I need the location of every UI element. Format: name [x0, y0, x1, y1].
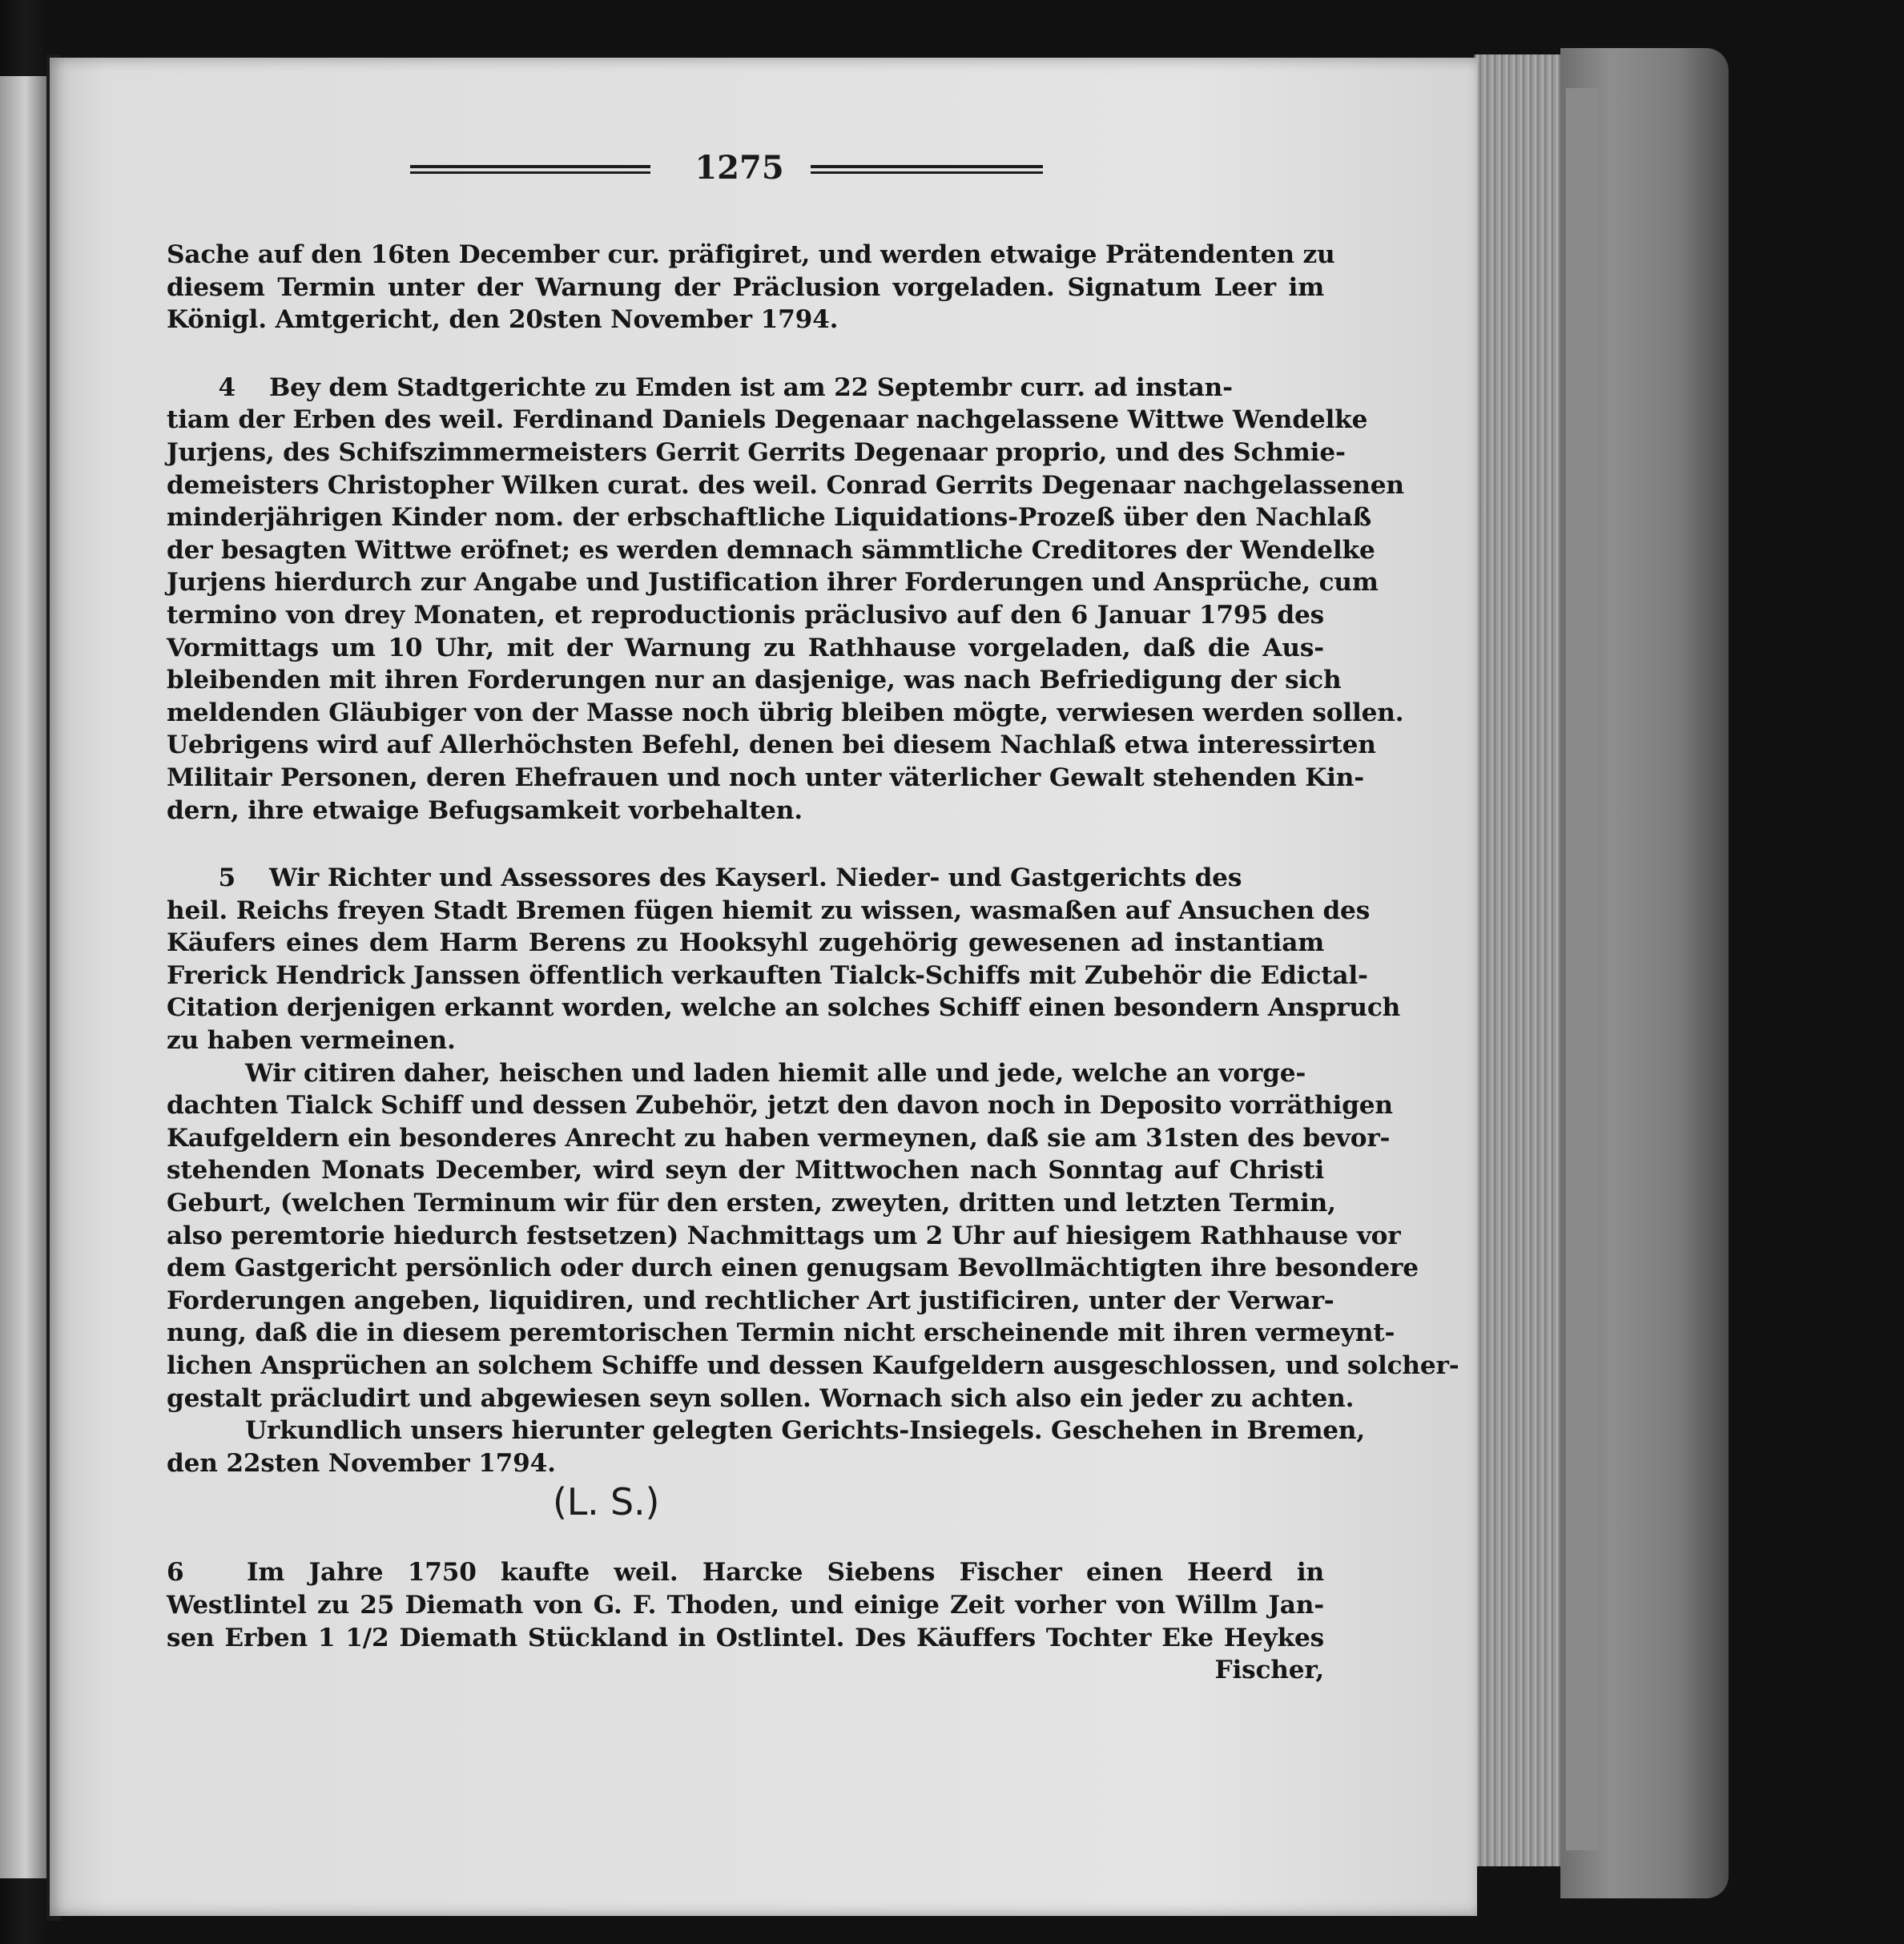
- text-line: der besagten Wittwe eröfnet; es werden demnach sämmtliche Creditores der Wendelke: [167, 535, 1375, 565]
- page-fore-edge: [1474, 54, 1562, 1866]
- seal-mark: (L. S.): [553, 1480, 660, 1524]
- text-line: Sache auf den 16ten December cur. präfigiret, und werden etwaige Prätendenten zu: [167, 240, 1335, 269]
- text-line: bleibenden mit ihren Forderungen nur an dasjenige, was nach Befriedigung der sich: [167, 666, 1342, 695]
- text-line: Uebrigens wird auf Allerhöchsten Befehl, denen bei diesem Nachlaß etwa interessirten: [167, 731, 1376, 760]
- text-line: dachten Tialck Schiff und dessen Zubehör, jetzt den davon noch in Deposito vorräthigen: [167, 1091, 1393, 1121]
- text-line: sen Erben 1 1/2 Diemath Stückland in Ostlintel. Des Käuffers Tochter Eke Heykes: [167, 1623, 1324, 1652]
- paragraph-gap: [167, 827, 1324, 862]
- paragraph-5c-first-line: [167, 1415, 1366, 1447]
- paragraph-5-first-line: [167, 862, 1324, 895]
- text-line: Frerick Hendrick Janssen öffentlich verkauften Tialck-Schiffs mit Zubehör die Edictal-: [167, 960, 1368, 990]
- paragraph-gap: [167, 1524, 1324, 1556]
- text-line: Forderungen angeben, liquidiren, und rechtlicher Art justificiren, unter der Verwar-: [167, 1286, 1334, 1315]
- paragraph-4-first-line: [167, 372, 1324, 404]
- text-line: Bey dem Stadtgerichte zu Emden ist am 22 Septembr curr. ad instan-: [269, 372, 1233, 402]
- text-line: Vormittags um 10 Uhr, mit der Warnung zu Rathhause vorgeladen, daß die Aus-: [167, 633, 1324, 662]
- text-line: diesem Termin unter der Warnung der Präclusion vorgeladen. Signatum Leer im: [167, 272, 1324, 302]
- text-line: termino von drey Monaten, et reproductionis präclusivo auf den 6 Januar 1795 des: [167, 600, 1324, 630]
- text-line: also peremtorie hiedurch festsetzen) Nachmittags um 2 Uhr auf hiesigem Rathhause vor: [167, 1221, 1401, 1250]
- paragraph-gap: [167, 336, 1324, 372]
- text-line: dem Gastgericht persönlich oder durch einen genugsam Bevollmächtigten ihre besondere: [167, 1254, 1419, 1283]
- text-line: nung, daß die in diesem peremtorischen Termin nicht erscheinende mit ihren vermeynt-: [167, 1318, 1395, 1348]
- text-line: Im Jahre 1750 kaufte weil. Harcke Siebens Fischer einen Heerd in: [247, 1558, 1324, 1588]
- text-line: zu haben vermeinen.: [167, 1026, 456, 1056]
- page-number: 1275: [694, 149, 784, 187]
- text-line: tiam der Erben des weil. Ferdinand Daniels Degenaar nachgelassene Wittwe Wendelke: [167, 405, 1368, 435]
- paragraph-number: 5: [218, 863, 235, 893]
- text-line: stehenden Monats December, wird seyn der Mittwochen nach Sonntag auf Christi: [167, 1156, 1324, 1185]
- text-line: meldenden Gläubiger von der Masse noch übrig bleiben mögte, verwiesen werden sollen.: [167, 698, 1404, 727]
- text-line: gestalt präcludirt und abgewiesen seyn sollen. Wornach sich also ein jeder zu achten.: [167, 1383, 1355, 1413]
- text-line: demeisters Christopher Wilken curat. des weil. Conrad Gerrits Degenaar nachgelassenen: [167, 470, 1404, 500]
- text-line: Kaufgeldern ein besonderes Anrecht zu haben vermeynen, daß sie am 31sten des bevor-: [167, 1123, 1391, 1153]
- text-line: Königl. Amtgericht, den 20sten November 1794.: [167, 305, 839, 335]
- page-header: [410, 149, 1043, 187]
- paragraph-number: 4: [218, 372, 235, 402]
- text-line: dern, ihre etwaige Befugsamkeit vorbehalten.: [167, 795, 803, 825]
- text-line: Citation derjenigen erkannt worden, welche an solches Schiff einen besondern Anspruch: [167, 993, 1401, 1023]
- text-line: heil. Reichs freyen Stadt Bremen fügen hiemit zu wissen, wasmaßen auf Ansuchen des: [167, 896, 1371, 925]
- paragraph-number: 6: [167, 1558, 184, 1588]
- text-line: Urkundlich unsers hierunter gelegten Gerichts-Insiegels. Geschehen in Bremen,: [245, 1416, 1366, 1446]
- text-line: minderjährigen Kinder nom. der erbschaftliche Liquidations-Prozeß über den Nachlaß: [167, 503, 1371, 533]
- header-rule-right: [811, 165, 1043, 168]
- text-line: Käufers eines dem Harm Berens zu Hooksyhl zugehörig gewesenen ad instantiam: [167, 928, 1324, 958]
- catchword: Fischer,: [1214, 1656, 1324, 1685]
- paragraph-5b-first-line: [167, 1057, 1324, 1090]
- text-line: Militair Personen, deren Ehefrauen und noch unter väterlicher Gewalt stehenden Kin-: [167, 763, 1365, 792]
- text-line: Geburt, (welchen Terminum wir für den ersten, zweyten, dritten und letzten Termin,: [167, 1189, 1336, 1218]
- text-line: Jurjens hierdurch zur Angabe und Justification ihrer Forderungen und Ansprüche, cum: [167, 568, 1379, 598]
- text-line: lichen Ansprüchen an solchem Schiffe und dessen Kaufgeldern ausgeschlossen, und solcher-: [167, 1351, 1459, 1380]
- text-block: [167, 239, 1459, 1687]
- text-line: Wir Richter und Assessores des Kayserl. Nieder- und Gastgerichts des: [269, 863, 1242, 893]
- text-line: den 22sten November 1794.: [167, 1448, 556, 1478]
- header-rule-left: [410, 165, 650, 168]
- text-line: Wir citiren daher, heischen und laden hiemit alle und jede, welche an vorge-: [245, 1058, 1306, 1088]
- facing-page-edge: [0, 76, 49, 1878]
- text-line: Jurjens, des Schifszimmermeisters Gerrit Gerrits Degenaar proprio, und des Schmie-: [167, 437, 1346, 467]
- paragraph-6-first-line: [167, 1556, 1324, 1589]
- cover-board: [1566, 88, 1598, 1850]
- text-line: Westlintel zu 25 Diemath von G. F. Thoden, und einige Zeit vorher von Willm Jan-: [167, 1590, 1324, 1620]
